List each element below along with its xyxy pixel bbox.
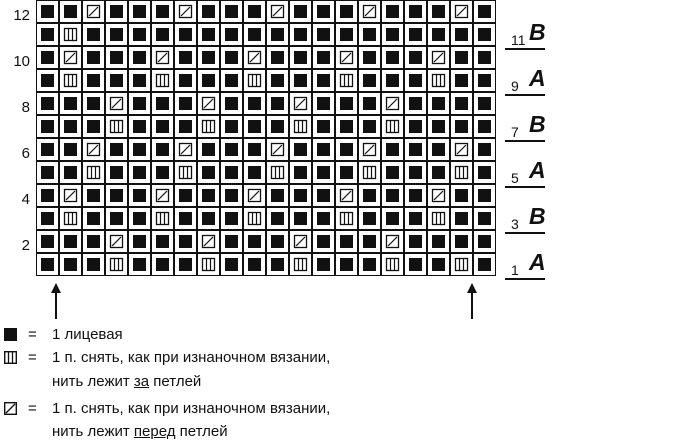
knit-stitch-cell <box>313 162 335 184</box>
legend-knit-text: 1 лицевая <box>52 326 123 343</box>
knit-stitch-cell <box>267 231 289 253</box>
knit-stitch-cell <box>336 254 358 276</box>
right-row-label-5 <box>505 157 675 188</box>
knit-stitch-cell <box>336 24 358 46</box>
knit-stitch-cell <box>359 185 381 207</box>
knit-stitch-cell <box>37 139 59 161</box>
knit-stitch-cell <box>129 70 151 92</box>
knit-stitch-cell <box>428 162 450 184</box>
knit-stitch-cell <box>382 208 404 230</box>
knit-stitch-cell <box>83 70 105 92</box>
knit-stitch-cell <box>474 93 496 115</box>
slip-yarn-back-cell <box>451 254 473 276</box>
slip-yarn-front-cell <box>244 47 266 69</box>
knit-stitch-cell <box>106 1 128 23</box>
knit-stitch-cell <box>221 70 243 92</box>
right-row-label-11 <box>505 19 675 50</box>
knit-stitch-cell <box>428 116 450 138</box>
legend-equals: = <box>28 349 37 366</box>
knit-stitch-cell <box>175 93 197 115</box>
knit-stitch-cell <box>244 162 266 184</box>
knit-stitch-cell <box>106 47 128 69</box>
row-divider-line <box>505 186 545 188</box>
row-number: 1 <box>511 262 519 278</box>
slip-yarn-front-cell <box>198 231 220 253</box>
knit-stitch-cell <box>221 208 243 230</box>
knit-stitch-cell <box>152 24 174 46</box>
knit-stitch-cell <box>244 1 266 23</box>
slip-yarn-front-cell <box>175 1 197 23</box>
slip-yarn-front-cell <box>336 47 358 69</box>
slip-yarn-back-cell <box>106 116 128 138</box>
knit-stitch-cell <box>451 208 473 230</box>
knit-stitch-cell <box>313 185 335 207</box>
knit-stitch-cell <box>313 47 335 69</box>
knit-stitch-cell <box>152 162 174 184</box>
slip-yarn-front-cell <box>336 185 358 207</box>
knit-stitch-cell <box>221 24 243 46</box>
arrow-up-icon <box>467 283 477 319</box>
knit-stitch-cell <box>290 47 312 69</box>
knit-stitch-cell <box>60 116 82 138</box>
knit-stitch-cell <box>83 185 105 207</box>
slip-yarn-back-cell <box>60 208 82 230</box>
knit-stitch-cell <box>267 93 289 115</box>
knit-stitch-cell <box>83 93 105 115</box>
knit-stitch-cell <box>37 162 59 184</box>
knit-stitch-cell <box>359 208 381 230</box>
knit-stitch-cell <box>198 24 220 46</box>
knit-stitch-cell <box>474 185 496 207</box>
knit-stitch-cell <box>198 208 220 230</box>
knit-stitch-cell <box>428 24 450 46</box>
knit-stitch-cell <box>290 185 312 207</box>
knit-stitch-cell <box>106 208 128 230</box>
knit-stitch-cell <box>37 208 59 230</box>
knit-stitch-cell <box>405 24 427 46</box>
slip-yarn-back-cell <box>106 254 128 276</box>
slip-yarn-back-cell <box>290 254 312 276</box>
slip-yarn-front-cell <box>451 1 473 23</box>
knit-stitch-cell <box>198 162 220 184</box>
knit-stitch-cell <box>474 231 496 253</box>
knit-stitch-cell <box>37 70 59 92</box>
slip-yarn-back-cell <box>336 208 358 230</box>
slip-yarn-front-cell <box>106 231 128 253</box>
knit-stitch-cell <box>313 24 335 46</box>
left-row-number-10: 10 <box>13 53 30 70</box>
knit-stitch-cell <box>37 185 59 207</box>
knit-stitch-cell <box>313 116 335 138</box>
slip-yarn-front-cell <box>359 1 381 23</box>
legend-equals: = <box>28 400 37 417</box>
knit-stitch-cell <box>451 231 473 253</box>
row-divider-line <box>505 278 545 280</box>
knit-stitch-cell <box>60 254 82 276</box>
row-number: 3 <box>511 216 519 232</box>
knit-stitch-cell <box>221 47 243 69</box>
knit-stitch-cell <box>336 139 358 161</box>
left-row-number-4: 4 <box>21 191 30 208</box>
knit-stitch-cell <box>60 162 82 184</box>
slip-yarn-back-cell <box>359 162 381 184</box>
knit-stitch-cell <box>175 24 197 46</box>
knit-stitch-cell <box>382 139 404 161</box>
knit-stitch-cell <box>451 116 473 138</box>
knit-stitch-cell <box>267 47 289 69</box>
knit-stitch-cell <box>244 24 266 46</box>
slip-yarn-back-cell <box>382 254 404 276</box>
knit-stitch-cell <box>175 208 197 230</box>
knit-stitch-cell <box>106 139 128 161</box>
knit-stitch-cell <box>152 139 174 161</box>
slip-yarn-front-cell <box>267 1 289 23</box>
knit-stitch-cell <box>313 1 335 23</box>
knit-stitch-cell <box>405 47 427 69</box>
knit-stitch-cell <box>290 208 312 230</box>
knit-stitch-cell <box>474 1 496 23</box>
knit-stitch-cell <box>405 231 427 253</box>
slip-yarn-front-cell <box>60 185 82 207</box>
slip-yarn-front-cell <box>152 47 174 69</box>
slip-yarn-back-cell <box>152 208 174 230</box>
slip-yarn-back-cell <box>451 162 473 184</box>
slip-yarn-back-cell <box>152 70 174 92</box>
knit-stitch-cell <box>267 208 289 230</box>
knit-stitch-cell <box>359 70 381 92</box>
knit-stitch-cell <box>198 185 220 207</box>
slip-yarn-front-cell <box>359 139 381 161</box>
knit-stitch-cell <box>474 254 496 276</box>
slip-yarn-back-cell <box>60 24 82 46</box>
knit-stitch-cell <box>359 93 381 115</box>
knit-stitch-cell <box>474 162 496 184</box>
row-letter: B <box>529 19 546 45</box>
slip-yarn-front-cell <box>106 93 128 115</box>
knit-stitch-cell <box>83 24 105 46</box>
knit-stitch-cell <box>129 162 151 184</box>
row-letter: A <box>529 249 546 275</box>
slip-yarn-front-cell <box>428 185 450 207</box>
knit-stitch-cell <box>198 139 220 161</box>
knit-stitch-cell <box>83 47 105 69</box>
knit-stitch-cell <box>336 1 358 23</box>
right-row-label-1 <box>505 249 675 280</box>
knit-stitch-cell <box>313 70 335 92</box>
slip-yarn-front-cell <box>290 93 312 115</box>
slip-yarn-front-cell <box>83 139 105 161</box>
slip-yarn-front-cell <box>267 139 289 161</box>
row-divider-line <box>505 48 545 50</box>
row-divider-line <box>505 140 545 142</box>
knit-stitch-cell <box>290 1 312 23</box>
knit-stitch-cell <box>129 47 151 69</box>
knit-stitch-cell <box>129 93 151 115</box>
knit-stitch-cell <box>267 254 289 276</box>
slip-yarn-back-cell <box>244 70 266 92</box>
knit-stitch-cell <box>428 254 450 276</box>
knit-stitch-cell <box>152 93 174 115</box>
knit-stitch-cell <box>290 162 312 184</box>
right-row-label-9 <box>505 65 675 96</box>
knit-stitch-cell <box>129 231 151 253</box>
knit-stitch-cell <box>359 116 381 138</box>
left-row-number-6: 6 <box>21 145 30 162</box>
knit-stitch-cell <box>451 24 473 46</box>
slip-yarn-front-cell <box>152 185 174 207</box>
knit-stitch-cell <box>221 162 243 184</box>
knit-stitch-cell <box>313 231 335 253</box>
knit-stitch-cell <box>405 208 427 230</box>
knit-stitch-cell <box>359 231 381 253</box>
slip-yarn-back-cell <box>428 208 450 230</box>
knit-stitch-cell <box>336 162 358 184</box>
row-letter: A <box>529 157 546 183</box>
slip-yarn-back-cell <box>382 116 404 138</box>
slip-yarn-back-cell <box>83 162 105 184</box>
knit-stitch-cell <box>336 231 358 253</box>
knit-stitch-cell <box>129 139 151 161</box>
row-letter: B <box>529 203 546 229</box>
knit-stitch-cell <box>152 231 174 253</box>
row-letter: B <box>529 111 546 137</box>
knit-stitch-cell <box>405 185 427 207</box>
knit-stitch-cell <box>221 139 243 161</box>
row-number: 9 <box>511 78 519 94</box>
knit-stitch-cell <box>428 93 450 115</box>
knit-stitch-cell <box>83 116 105 138</box>
knitting-chart-grid <box>36 0 496 276</box>
knit-stitch-cell <box>175 47 197 69</box>
knit-stitch-cell <box>405 1 427 23</box>
right-row-label-7 <box>505 111 675 142</box>
knit-stitch-cell <box>60 231 82 253</box>
knit-stitch-cell <box>359 254 381 276</box>
knit-stitch-cell <box>313 254 335 276</box>
knit-stitch-cell <box>106 162 128 184</box>
knit-stitch-cell <box>83 254 105 276</box>
legend-slip-back-text: нить лежит за петлей <box>52 373 202 390</box>
arrow-up-icon <box>51 283 61 319</box>
slip-yarn-front-cell <box>428 47 450 69</box>
knit-stitch-cell <box>382 24 404 46</box>
knit-stitch-cell <box>244 139 266 161</box>
knit-stitch-cell <box>428 1 450 23</box>
knit-stitch-cell <box>221 231 243 253</box>
row-letter: A <box>529 65 546 91</box>
knit-stitch-cell <box>474 139 496 161</box>
knit-stitch-cell <box>244 254 266 276</box>
slip-yarn-front-cell <box>175 139 197 161</box>
knit-stitch-cell <box>198 47 220 69</box>
knit-stitch-cell <box>221 116 243 138</box>
knit-stitch-cell <box>428 231 450 253</box>
knit-stitch-cell <box>244 93 266 115</box>
row-number: 11 <box>511 32 526 48</box>
knit-stitch-cell <box>359 24 381 46</box>
knit-stitch-cell <box>290 139 312 161</box>
slip-yarn-back-cell <box>428 70 450 92</box>
slip-yarn-back-cell <box>244 208 266 230</box>
knit-stitch-cell <box>129 1 151 23</box>
slip-yarn-front-cell <box>60 47 82 69</box>
knit-stitch-cell <box>152 1 174 23</box>
slip-yarn-front-cell <box>382 93 404 115</box>
knit-stitch-cell <box>244 231 266 253</box>
knit-stitch-cell <box>37 1 59 23</box>
knit-stitch-cell <box>428 139 450 161</box>
knit-stitch-cell <box>313 139 335 161</box>
knit-stitch-cell <box>175 254 197 276</box>
knit-stitch-cell <box>175 185 197 207</box>
slip-yarn-back-cell <box>198 116 220 138</box>
knit-stitch-cell <box>152 116 174 138</box>
knit-stitch-cell <box>129 185 151 207</box>
row-divider-line <box>505 232 545 234</box>
slip-yarn-front-icon <box>4 402 17 415</box>
slip-yarn-front-cell <box>198 93 220 115</box>
knit-stitch-icon <box>4 328 17 341</box>
knit-stitch-cell <box>451 185 473 207</box>
legend-slip-back-line1: 1 п. снять, как при изнаночном вязании, <box>52 349 331 366</box>
knit-stitch-cell <box>474 47 496 69</box>
knit-stitch-cell <box>175 70 197 92</box>
slip-yarn-back-cell <box>336 70 358 92</box>
knit-stitch-cell <box>405 162 427 184</box>
slip-yarn-back-cell <box>290 116 312 138</box>
left-row-number-8: 8 <box>21 99 30 116</box>
knit-stitch-cell <box>405 70 427 92</box>
knit-stitch-cell <box>474 70 496 92</box>
knit-stitch-cell <box>60 1 82 23</box>
knit-stitch-cell <box>382 1 404 23</box>
knit-stitch-cell <box>37 93 59 115</box>
legend-slip-front-text: нить лежит перед петлей <box>52 423 228 440</box>
knit-stitch-cell <box>152 254 174 276</box>
slip-yarn-back-icon <box>4 351 17 364</box>
knit-stitch-cell <box>37 24 59 46</box>
knit-stitch-cell <box>106 185 128 207</box>
legend-slip-front-line1: 1 п. снять, как при изнаночном вязании, <box>52 400 331 417</box>
knit-stitch-cell <box>474 208 496 230</box>
knit-stitch-cell <box>37 231 59 253</box>
knit-stitch-cell <box>198 1 220 23</box>
knit-stitch-cell <box>451 47 473 69</box>
knit-stitch-cell <box>451 70 473 92</box>
knit-stitch-cell <box>290 24 312 46</box>
knit-stitch-cell <box>244 116 266 138</box>
knit-stitch-cell <box>106 24 128 46</box>
knit-stitch-cell <box>221 1 243 23</box>
slip-yarn-back-cell <box>198 254 220 276</box>
row-divider-line <box>505 94 545 96</box>
knit-stitch-cell <box>60 93 82 115</box>
knit-stitch-cell <box>175 231 197 253</box>
knit-stitch-cell <box>405 93 427 115</box>
slip-yarn-back-cell <box>175 162 197 184</box>
slip-yarn-back-cell <box>60 70 82 92</box>
legend-equals: = <box>28 326 37 343</box>
knit-stitch-cell <box>382 47 404 69</box>
knit-stitch-cell <box>106 70 128 92</box>
knit-stitch-cell <box>451 93 473 115</box>
knit-stitch-cell <box>83 208 105 230</box>
knit-stitch-cell <box>60 139 82 161</box>
knit-stitch-cell <box>382 70 404 92</box>
knit-stitch-cell <box>221 93 243 115</box>
knit-stitch-cell <box>37 116 59 138</box>
knit-stitch-cell <box>405 254 427 276</box>
knit-stitch-cell <box>37 254 59 276</box>
knit-stitch-cell <box>267 185 289 207</box>
left-row-number-12: 12 <box>13 7 30 24</box>
knit-stitch-cell <box>221 185 243 207</box>
knit-stitch-cell <box>336 116 358 138</box>
knit-stitch-cell <box>405 139 427 161</box>
knit-stitch-cell <box>37 47 59 69</box>
slip-yarn-front-cell <box>290 231 312 253</box>
knit-stitch-cell <box>313 208 335 230</box>
knit-stitch-cell <box>474 116 496 138</box>
knit-stitch-cell <box>129 116 151 138</box>
knit-stitch-cell <box>129 254 151 276</box>
slip-yarn-front-cell <box>244 185 266 207</box>
slip-yarn-front-cell <box>451 139 473 161</box>
slip-yarn-front-cell <box>83 1 105 23</box>
row-number: 7 <box>511 124 519 140</box>
left-row-number-2: 2 <box>21 237 30 254</box>
knit-stitch-cell <box>313 93 335 115</box>
knit-stitch-cell <box>290 70 312 92</box>
right-row-label-3 <box>505 203 675 234</box>
knit-stitch-cell <box>221 254 243 276</box>
knit-stitch-cell <box>267 70 289 92</box>
knit-stitch-cell <box>83 231 105 253</box>
knit-stitch-cell <box>129 24 151 46</box>
knit-stitch-cell <box>382 162 404 184</box>
row-number: 5 <box>511 170 519 186</box>
knit-stitch-cell <box>175 116 197 138</box>
knit-stitch-cell <box>336 93 358 115</box>
knit-stitch-cell <box>267 24 289 46</box>
slip-yarn-back-cell <box>267 162 289 184</box>
slip-yarn-front-cell <box>382 231 404 253</box>
knit-stitch-cell <box>198 70 220 92</box>
knit-stitch-cell <box>474 24 496 46</box>
knit-stitch-cell <box>359 47 381 69</box>
knit-stitch-cell <box>129 208 151 230</box>
knit-stitch-cell <box>405 116 427 138</box>
knit-stitch-cell <box>382 185 404 207</box>
knit-stitch-cell <box>267 116 289 138</box>
